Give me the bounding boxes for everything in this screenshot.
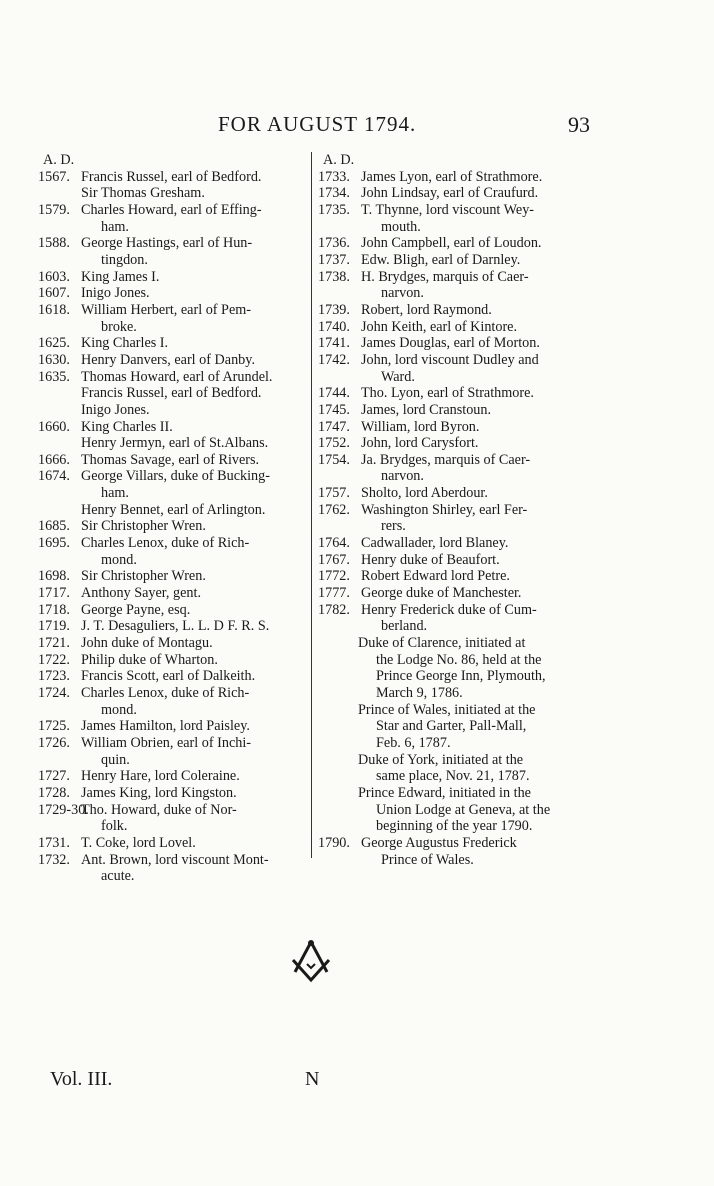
left-column-label: A. D. [43, 152, 75, 168]
entry-year: 1764. [318, 535, 350, 552]
list-item [38, 269, 310, 286]
entry-year: 1767. [318, 551, 350, 568]
entry-year: 1607. [38, 285, 70, 302]
entry-text: Sir Christopher Wren. [81, 518, 206, 535]
entry-year: 1630. [38, 351, 70, 368]
list-item [318, 502, 616, 535]
entry-year: 1734. [318, 185, 350, 202]
list-item [318, 568, 616, 585]
list-item [38, 502, 310, 519]
entry-year: 1725. [38, 718, 70, 735]
entry-text: Ant. Brown, lord viscount Mont- [81, 851, 269, 868]
masonic-square-compasses-icon [287, 938, 335, 986]
right-column-label: A. D. [323, 152, 355, 168]
note-item [318, 752, 616, 785]
list-item [38, 652, 310, 669]
list-item [38, 602, 310, 619]
entry-text: Sir Christopher Wren. [81, 568, 206, 585]
entry-year: 1744. [318, 385, 350, 402]
entry-text-continued: Ward. [381, 368, 415, 385]
entry-year: 1618. [38, 301, 70, 318]
entry-year: 1685. [38, 518, 70, 535]
list-item [38, 468, 310, 501]
entry-text: Tho. Howard, duke of Nor- [81, 801, 237, 818]
entry-year: 1718. [38, 601, 70, 618]
list-item [38, 835, 310, 852]
list-item [318, 352, 616, 385]
entry-text: John Lindsay, earl of Craufurd. [361, 185, 539, 202]
entry-year: 1733. [318, 168, 350, 185]
entry-year: 1736. [318, 235, 350, 252]
note-text-continued: Feb. 6, 1787. [376, 734, 451, 751]
entry-text: Thomas Savage, earl of Rivers. [81, 451, 260, 468]
list-item [38, 585, 310, 602]
entry-year: 1666. [38, 451, 70, 468]
entry-text: Charles Lenox, duke of Rich- [81, 535, 250, 552]
entry-text: Henry Danvers, earl of Danby. [81, 351, 255, 368]
entry-text: Francis Scott, earl of Dalkeith. [81, 668, 256, 685]
entry-text: Sir Thomas Gresham. [81, 185, 205, 202]
list-item [38, 169, 310, 186]
list-item [38, 768, 310, 785]
entry-text-continued: narvon. [381, 285, 424, 302]
entry-year: 1567. [38, 168, 70, 185]
entry-text: Edw. Bligh, earl of Darnley. [361, 251, 521, 268]
entry-text: James King, lord Kingston. [81, 784, 237, 801]
list-item [318, 585, 616, 602]
list-item [38, 802, 310, 835]
entry-year: 1579. [38, 201, 70, 218]
entry-text: George duke of Manchester. [361, 585, 522, 602]
entry-year: 1719. [38, 618, 70, 635]
list-item [38, 785, 310, 802]
list-item [318, 169, 616, 186]
entry-text: Thomas Howard, earl of Arundel. [81, 368, 273, 385]
list-item [318, 435, 616, 452]
note-text: Prince of Wales, initiated at the [358, 701, 536, 718]
entry-text: Ja. Brydges, marquis of Caer- [361, 451, 531, 468]
entry-text-continued: broke. [101, 318, 137, 335]
entry-year: 1762. [318, 501, 350, 518]
entry-year: 1729-30. [38, 801, 89, 818]
entry-text: Henry Frederick duke of Cum- [361, 601, 537, 618]
entry-text: Philip duke of Wharton. [81, 651, 218, 668]
entry-text: George Payne, esq. [81, 601, 191, 618]
entry-year: 1747. [318, 418, 350, 435]
note-text: Duke of Clarence, initiated at [358, 635, 526, 652]
entry-text: Robert Edward lord Petre. [361, 568, 510, 585]
entry-year: 1731. [38, 834, 70, 851]
note-text: Duke of York, initiated at the [358, 751, 524, 768]
entry-text: Robert, lord Raymond. [361, 301, 492, 318]
list-item [38, 285, 310, 302]
entry-year: 1777. [318, 585, 350, 602]
entry-text: James, lord Cranstoun. [361, 401, 492, 418]
entry-year: 1732. [38, 851, 70, 868]
list-item [38, 185, 310, 202]
list-item [38, 618, 310, 635]
entry-text: James Douglas, earl of Morton. [361, 335, 540, 352]
entry-text: J. T. Desaguliers, L. L. D F. R. S. [81, 618, 270, 635]
entry-text: Henry Hare, lord Coleraine. [81, 768, 240, 785]
list-item [318, 335, 616, 352]
entry-text: James Lyon, earl of Strathmore. [361, 168, 543, 185]
entry-year: 1723. [38, 668, 70, 685]
list-item [38, 435, 310, 452]
note-text-continued: March 9, 1786. [376, 685, 463, 701]
entry-text-continued: tingdon. [101, 251, 148, 268]
entry-text: John Campbell, earl of Loudon. [361, 235, 542, 252]
entry-text: H. Brydges, marquis of Caer- [361, 268, 529, 285]
list-item [318, 235, 616, 252]
entry-text-continued: ham. [101, 485, 129, 502]
entry-text-continued: rers. [381, 518, 406, 535]
entry-text-continued: narvon. [381, 468, 424, 485]
entry-text: William Herbert, earl of Pem- [81, 301, 252, 318]
entry-text: King Charles I. [81, 335, 169, 352]
list-item [38, 369, 310, 386]
volume-label: Vol. III. [50, 1068, 113, 1090]
list-item [318, 185, 616, 202]
entry-year: 1603. [38, 268, 70, 285]
entry-text-continued: acute. [101, 868, 135, 885]
entry-year: 1695. [38, 535, 70, 552]
entry-text: George Hastings, earl of Hun- [81, 235, 253, 252]
note-text-continued: Union Lodge at Geneva, at the [376, 801, 551, 818]
entry-year: 1724. [38, 685, 70, 701]
entry-text: John, lord Carysfort. [361, 435, 479, 452]
entry-year: 1660. [38, 418, 70, 435]
entry-year: 1635. [38, 368, 70, 385]
list-item [318, 319, 616, 336]
entry-text: John duke of Montagu. [81, 635, 213, 652]
list-item [318, 269, 616, 302]
entry-text: King Charles II. [81, 418, 173, 435]
note-text-continued: same place, Nov. 21, 1787. [376, 768, 530, 785]
entry-text-continued: mond. [101, 701, 137, 718]
entry-text-continued: mond. [101, 551, 137, 568]
note-text-continued: beginning of the year 1790. [376, 818, 533, 835]
entry-text: John, lord viscount Dudley and [361, 351, 539, 368]
entry-text: Charles Howard, earl of Effing- [81, 201, 262, 218]
entry-year: 1727. [38, 768, 70, 785]
list-item [38, 852, 310, 885]
list-item [38, 302, 310, 335]
entry-year: 1782. [318, 601, 350, 618]
list-item [38, 635, 310, 652]
list-item [38, 685, 310, 718]
note-text-continued: Star and Garter, Pall-Mall, [376, 718, 527, 735]
page-number: 93 [568, 112, 590, 137]
list-item [318, 552, 616, 569]
list-item [318, 535, 616, 552]
entry-year: 1741. [318, 335, 350, 352]
entry-year: 1726. [38, 734, 70, 751]
entry-text-continued: mouth. [381, 218, 421, 235]
list-item [38, 352, 310, 369]
entry-text-continued: quin. [101, 751, 130, 768]
note-item [318, 785, 616, 835]
entry-year: 1735. [318, 201, 350, 218]
entry-text: Francis Russel, earl of Bedford. [81, 385, 262, 402]
list-item [38, 718, 310, 735]
entry-year: 1625. [38, 335, 70, 352]
list-item [38, 668, 310, 685]
entry-text: William Obrien, earl of Inchi- [81, 734, 252, 751]
note-text-continued: Prince George Inn, Plymouth, [376, 668, 546, 685]
entry-text-continued: folk. [101, 818, 128, 835]
left-column [38, 152, 310, 885]
entry-year: 1790. [318, 834, 350, 851]
list-item [318, 302, 616, 319]
list-item [38, 335, 310, 352]
list-item [38, 402, 310, 419]
entry-text-continued: berland. [381, 618, 428, 635]
entry-text: Washington Shirley, earl Fer- [361, 501, 528, 518]
list-item [38, 568, 310, 585]
column-divider [311, 152, 312, 858]
list-item [318, 419, 616, 436]
entry-text: Anthony Sayer, gent. [81, 585, 202, 602]
entry-year: 1722. [38, 651, 70, 668]
list-item [38, 735, 310, 768]
note-item [318, 635, 616, 702]
entry-year: 1728. [38, 784, 70, 801]
entry-text: King James I. [81, 268, 160, 285]
entry-text-continued: ham. [101, 218, 129, 235]
note-item [318, 702, 616, 752]
entry-year: 1698. [38, 568, 70, 585]
list-item [318, 835, 616, 868]
entry-year: 1742. [318, 351, 350, 368]
entry-year: 1738. [318, 268, 350, 285]
entry-text: Henry duke of Beaufort. [361, 551, 500, 568]
note-text: Prince Edward, initiated in the [358, 784, 531, 801]
entry-text: Inigo Jones. [81, 285, 150, 302]
list-item [318, 602, 616, 635]
list-item [38, 535, 310, 568]
list-item [38, 419, 310, 436]
entry-text: James Hamilton, lord Paisley. [81, 718, 250, 735]
signature-mark: N [305, 1068, 320, 1090]
entry-text: Francis Russel, earl of Bedford. [81, 168, 262, 185]
entry-text: Tho. Lyon, earl of Strathmore. [361, 385, 534, 402]
entry-year: 1754. [318, 451, 350, 468]
entry-text: T. Coke, lord Lovel. [81, 834, 196, 851]
entry-text: Sholto, lord Aberdour. [361, 485, 488, 502]
list-item [318, 485, 616, 502]
list-item [318, 252, 616, 269]
list-item [38, 518, 310, 535]
entry-text-continued: Prince of Wales. [381, 851, 474, 868]
list-item [38, 385, 310, 402]
entry-text: John Keith, earl of Kintore. [361, 318, 518, 335]
entry-text: George Augustus Frederick [361, 834, 517, 851]
entry-text: Cadwallader, lord Blaney. [361, 535, 509, 552]
entry-text: T. Thynne, lord viscount Wey- [361, 201, 535, 218]
entry-text: Charles Lenox, duke of Rich- [81, 685, 250, 701]
note-text-continued: the Lodge No. 86, held at the [376, 651, 542, 668]
list-item [38, 452, 310, 469]
entry-year: 1588. [38, 235, 70, 252]
entry-year: 1752. [318, 435, 350, 452]
list-item [38, 235, 310, 268]
list-item [318, 452, 616, 485]
entry-text: Henry Jermyn, earl of St.Albans. [81, 435, 269, 452]
entry-year: 1674. [38, 468, 70, 485]
entry-year: 1740. [318, 318, 350, 335]
entry-year: 1721. [38, 635, 70, 652]
page-header [0, 112, 714, 142]
entry-text: George Villars, duke of Bucking- [81, 468, 270, 485]
entry-year: 1757. [318, 485, 350, 502]
entry-year: 1739. [318, 301, 350, 318]
entry-year: 1772. [318, 568, 350, 585]
list-item [318, 402, 616, 419]
running-title: FOR AUGUST 1794. [218, 112, 417, 136]
entry-year: 1745. [318, 401, 350, 418]
list-item [318, 202, 616, 235]
entry-text: Henry Bennet, earl of Arlington. [81, 501, 266, 518]
list-item [318, 385, 616, 402]
entry-text: Inigo Jones. [81, 401, 150, 418]
right-column [318, 152, 616, 868]
entry-text: William, lord Byron. [361, 418, 480, 435]
entry-year: 1717. [38, 585, 70, 602]
entry-year: 1737. [318, 251, 350, 268]
list-item [38, 202, 310, 235]
